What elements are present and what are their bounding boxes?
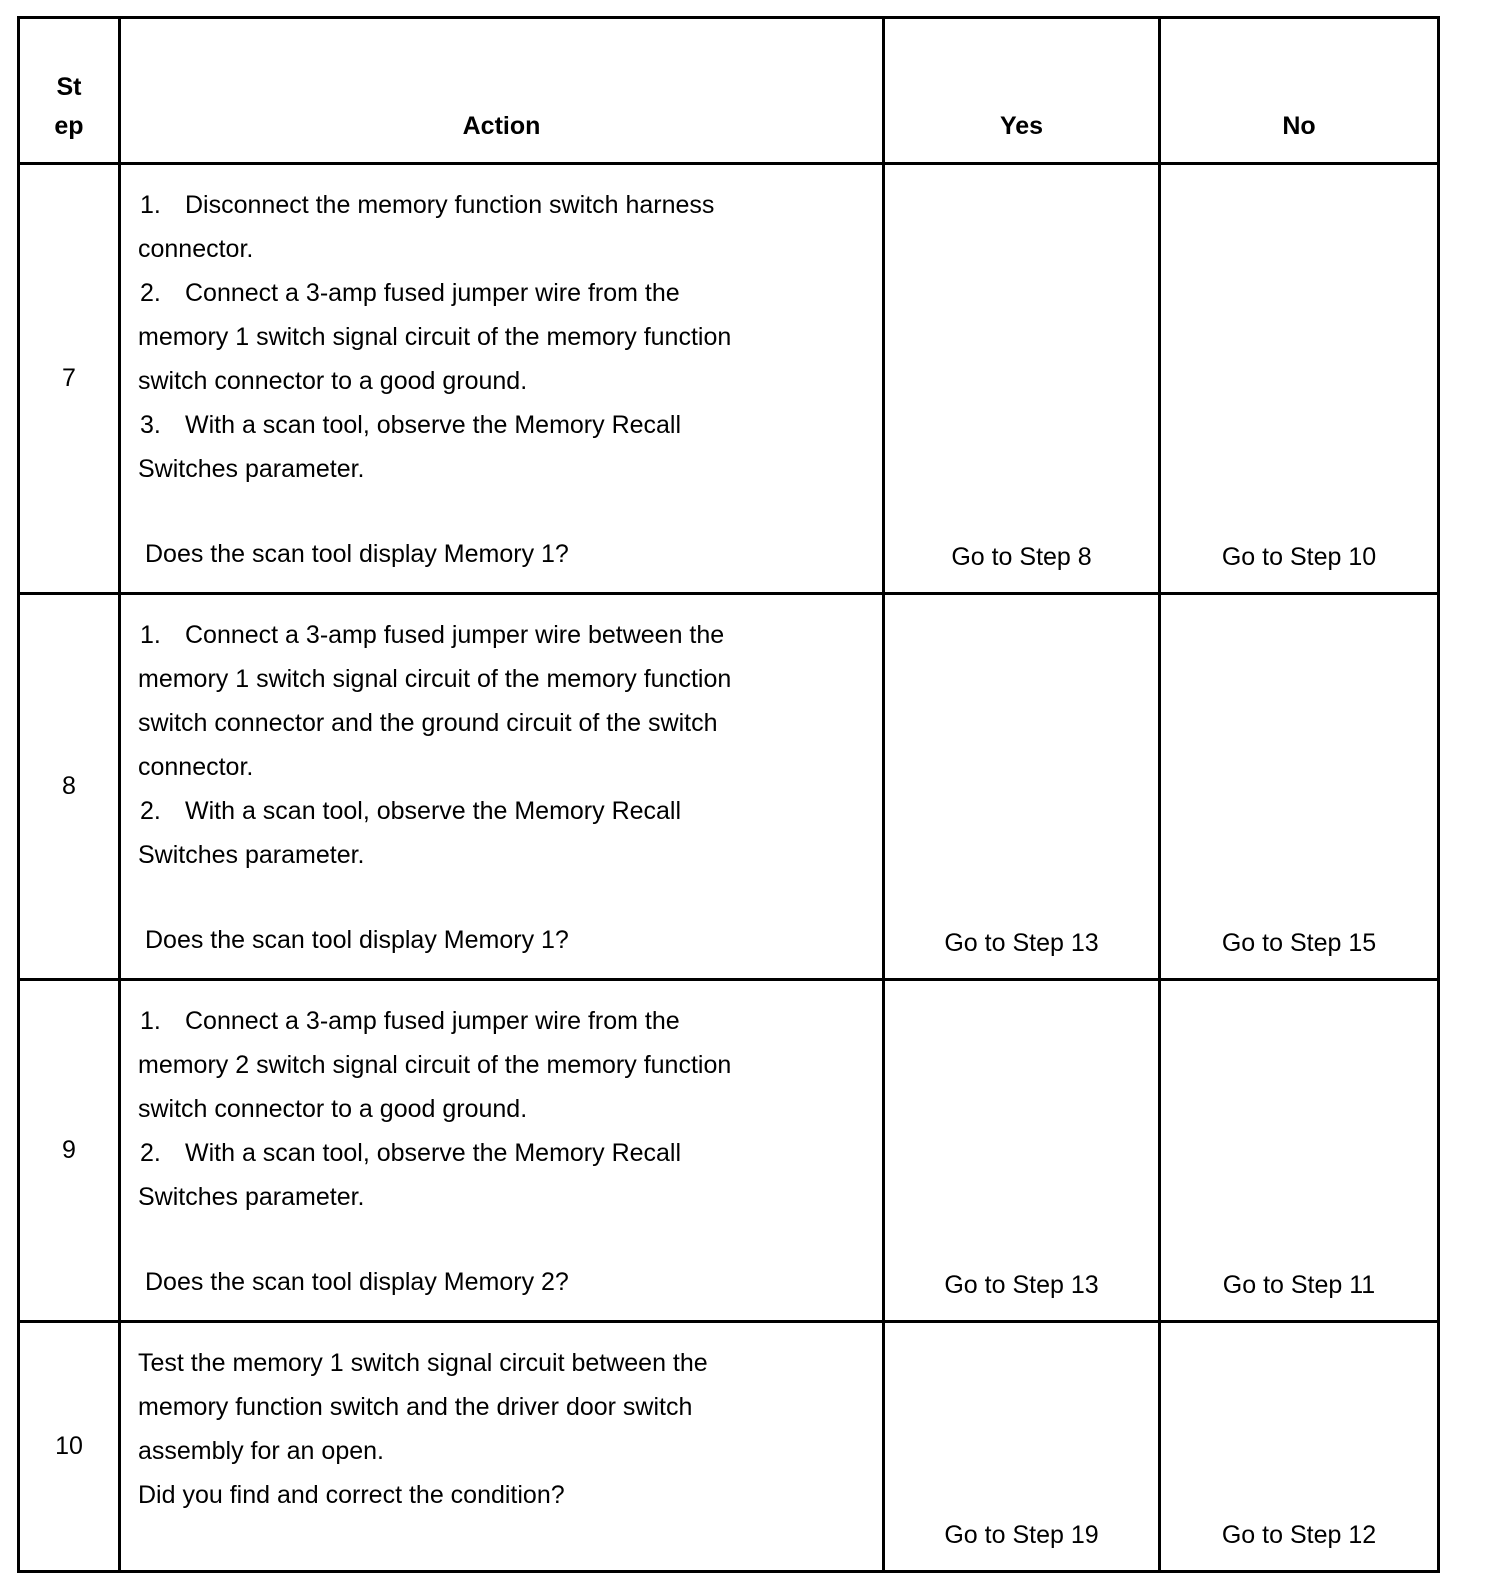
action-line: memory 1 switch signal circuit of the memory function [138,323,732,351]
action-line: switch connector to a good ground. [138,1095,528,1123]
diagnostic-steps-table [17,16,1440,1573]
no-result: Go to Step 10 [1160,164,1439,594]
action-line: 2. Connect a 3-amp fused jumper wire from the [140,279,680,307]
action-line: 2. With a scan tool, observe the Memory Recall [140,797,682,825]
header-action: Action [120,18,884,164]
no-result: Go to Step 12 [1160,1322,1439,1572]
action-line: 1. Disconnect the memory function switch harness [140,191,715,219]
header-step: St ep [19,18,120,164]
action-cell [120,594,884,980]
action-cell [120,164,884,594]
yes-result: Go to Step 19 [884,1322,1160,1572]
table-row [19,164,1439,594]
action-line: connector. [138,753,254,781]
action-line: Switches parameter. [138,841,365,869]
no-result: Go to Step 15 [1160,594,1439,980]
action-line: Switches parameter. [138,455,365,483]
header-row [19,18,1439,164]
yes-result: Go to Step 13 [884,594,1160,980]
table-row [19,1322,1439,1572]
action-line: 1. Connect a 3-amp fused jumper wire between the [140,621,725,649]
table-row [19,980,1439,1322]
yes-result: Go to Step 13 [884,980,1160,1322]
action-question: Does the scan tool display Memory 1? [145,540,569,568]
header-no: No [1160,18,1439,164]
action-line: assembly for an open. [138,1437,384,1465]
action-line: connector. [138,235,254,263]
step-number: 8 [19,594,120,980]
step-number: 7 [19,164,120,594]
action-cell [120,980,884,1322]
no-result: Go to Step 11 [1160,980,1439,1322]
action-question: Does the scan tool display Memory 2? [145,1268,569,1296]
action-line: memory function switch and the driver door switch [138,1393,693,1421]
action-line: 2. With a scan tool, observe the Memory Recall [140,1139,682,1167]
table-row [19,594,1439,980]
action-cell [120,1322,884,1572]
header-yes: Yes [884,18,1160,164]
action-question: Does the scan tool display Memory 1? [145,926,569,954]
action-line: switch connector to a good ground. [138,367,528,395]
yes-result: Go to Step 8 [884,164,1160,594]
action-line: 3. With a scan tool, observe the Memory Recall [140,411,682,439]
action-line: 1. Connect a 3-amp fused jumper wire from the [140,1007,680,1035]
action-line: Switches parameter. [138,1183,365,1211]
action-line: switch connector and the ground circuit of the switch [138,709,718,737]
action-line: memory 1 switch signal circuit of the memory function [138,665,732,693]
step-number: 9 [19,980,120,1322]
action-line: Did you find and correct the condition? [138,1481,565,1509]
action-line: memory 2 switch signal circuit of the memory function [138,1051,732,1079]
action-line: Test the memory 1 switch signal circuit between the [138,1349,708,1377]
step-number: 10 [19,1322,120,1572]
